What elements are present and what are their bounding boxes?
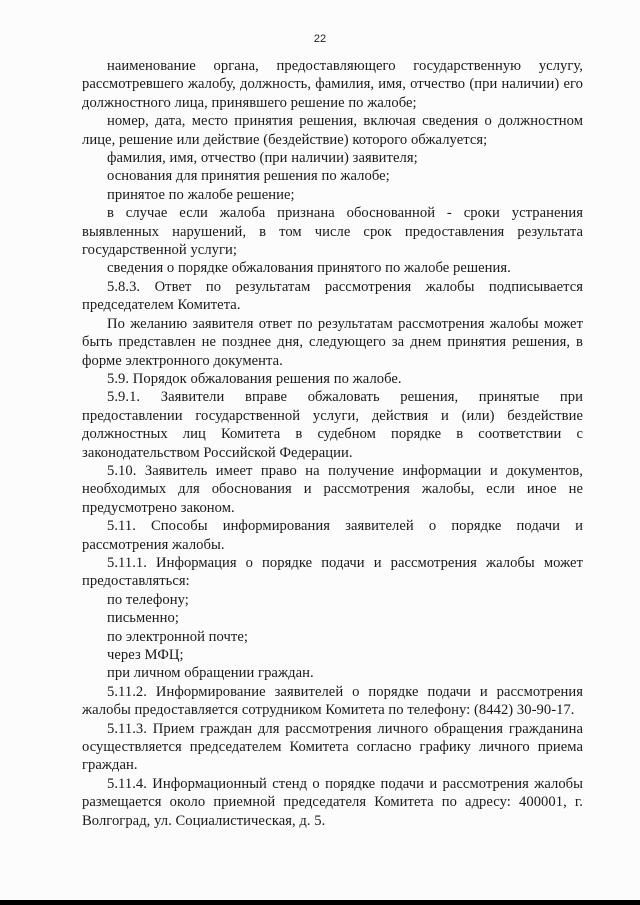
paragraph-5-11: 5.11. Способы информирования заявителей о порядке подачи и рассмотрения жалобы. — [82, 518, 583, 553]
document-body — [82, 57, 583, 830]
paragraph-appeal-info: сведения о порядке обжалования принятого по жалобе решения. — [107, 260, 511, 277]
scan-bottom-edge — [0, 900, 640, 905]
page-number: 22 — [313, 33, 327, 45]
paragraph-5-9-1: 5.9.1. Заявители вправе обжаловать решения, принятые при предоставлении государственной услуги, действия и (или) бездействие должностных лиц Комитета в судебном порядке в соответствии с законодательством Российской Федерации. — [82, 389, 583, 461]
paragraph-decision-grounds: основания для принятия решения по жалобе; — [107, 168, 390, 185]
list-item-email: по электронной почте; — [107, 628, 248, 645]
paragraph-5-8-3: 5.8.3. Ответ по результатам рассмотрения жалобы подписывается председателем Комитета. — [82, 278, 583, 314]
paragraph-decision-number-date: номер, дата, место принятия решения, включая сведения о должностном лице, решение или действие (бездействие) которого обжалуется; — [82, 113, 583, 148]
paragraph-5-11-4: 5.11.4. Информационный стенд о порядке подачи и рассмотрения жалобы размещается около приемной председателя Комитета по адресу: 400001, г. Волгоград, ул. Социалистическая, д. 5. — [82, 775, 583, 829]
list-item-mfc: через МФЦ; — [107, 647, 184, 663]
list-item-phone: по телефону; — [107, 591, 189, 608]
list-item-written: письменно; — [107, 610, 179, 627]
paragraph-5-10: 5.10. Заявитель имеет право на получение информации и документов, необходимых для обоснования и рассмотрения жалобы, если иное не предусмотрено законом. — [82, 462, 583, 516]
paragraph-remedy-deadlines: в случае если жалоба признана обоснованной - сроки устранения выявленных нарушений, в том числе срок предоставления результата государственной услуги; — [82, 205, 583, 259]
paragraph-decision-contents-name: наименование органа, предоставляющего государственную услугу, рассмотревшего жалобу, должность, фамилия, имя, отчество (при наличии) его должностного лица, принявшего решение по жалобе; — [82, 58, 583, 111]
paragraph-decision-taken: принятое по жалобе решение; — [107, 186, 295, 203]
paragraph-5-11-2: 5.11.2. Информирование заявителей о порядке подачи и рассмотрения жалобы предоставляется сотрудником Комитета по телефону: (8442) 30-90-17. — [82, 683, 583, 719]
paragraph-applicant-name: фамилия, имя, отчество (при наличии) заявителя; — [107, 150, 418, 167]
list-item-in-person: при личном обращении граждан. — [107, 665, 314, 682]
paragraph-5-11-1: 5.11.1. Информация о порядке подачи и рассмотрения жалобы может предоставляться: — [82, 554, 583, 590]
paragraph-electronic-answer: По желанию заявителя ответ по результатам рассмотрения жалобы может быть представлен не позднее дня, следующего за днем принятия решения, в форме электронного документа. — [82, 315, 583, 369]
paragraph-5-11-3: 5.11.3. Прием граждан для рассмотрения личного обращения гражданина осуществляется председателем Комитета согласно графику личного приема граждан. — [82, 720, 583, 774]
paragraph-5-9: 5.9. Порядок обжалования решения по жалобе. — [107, 370, 402, 387]
